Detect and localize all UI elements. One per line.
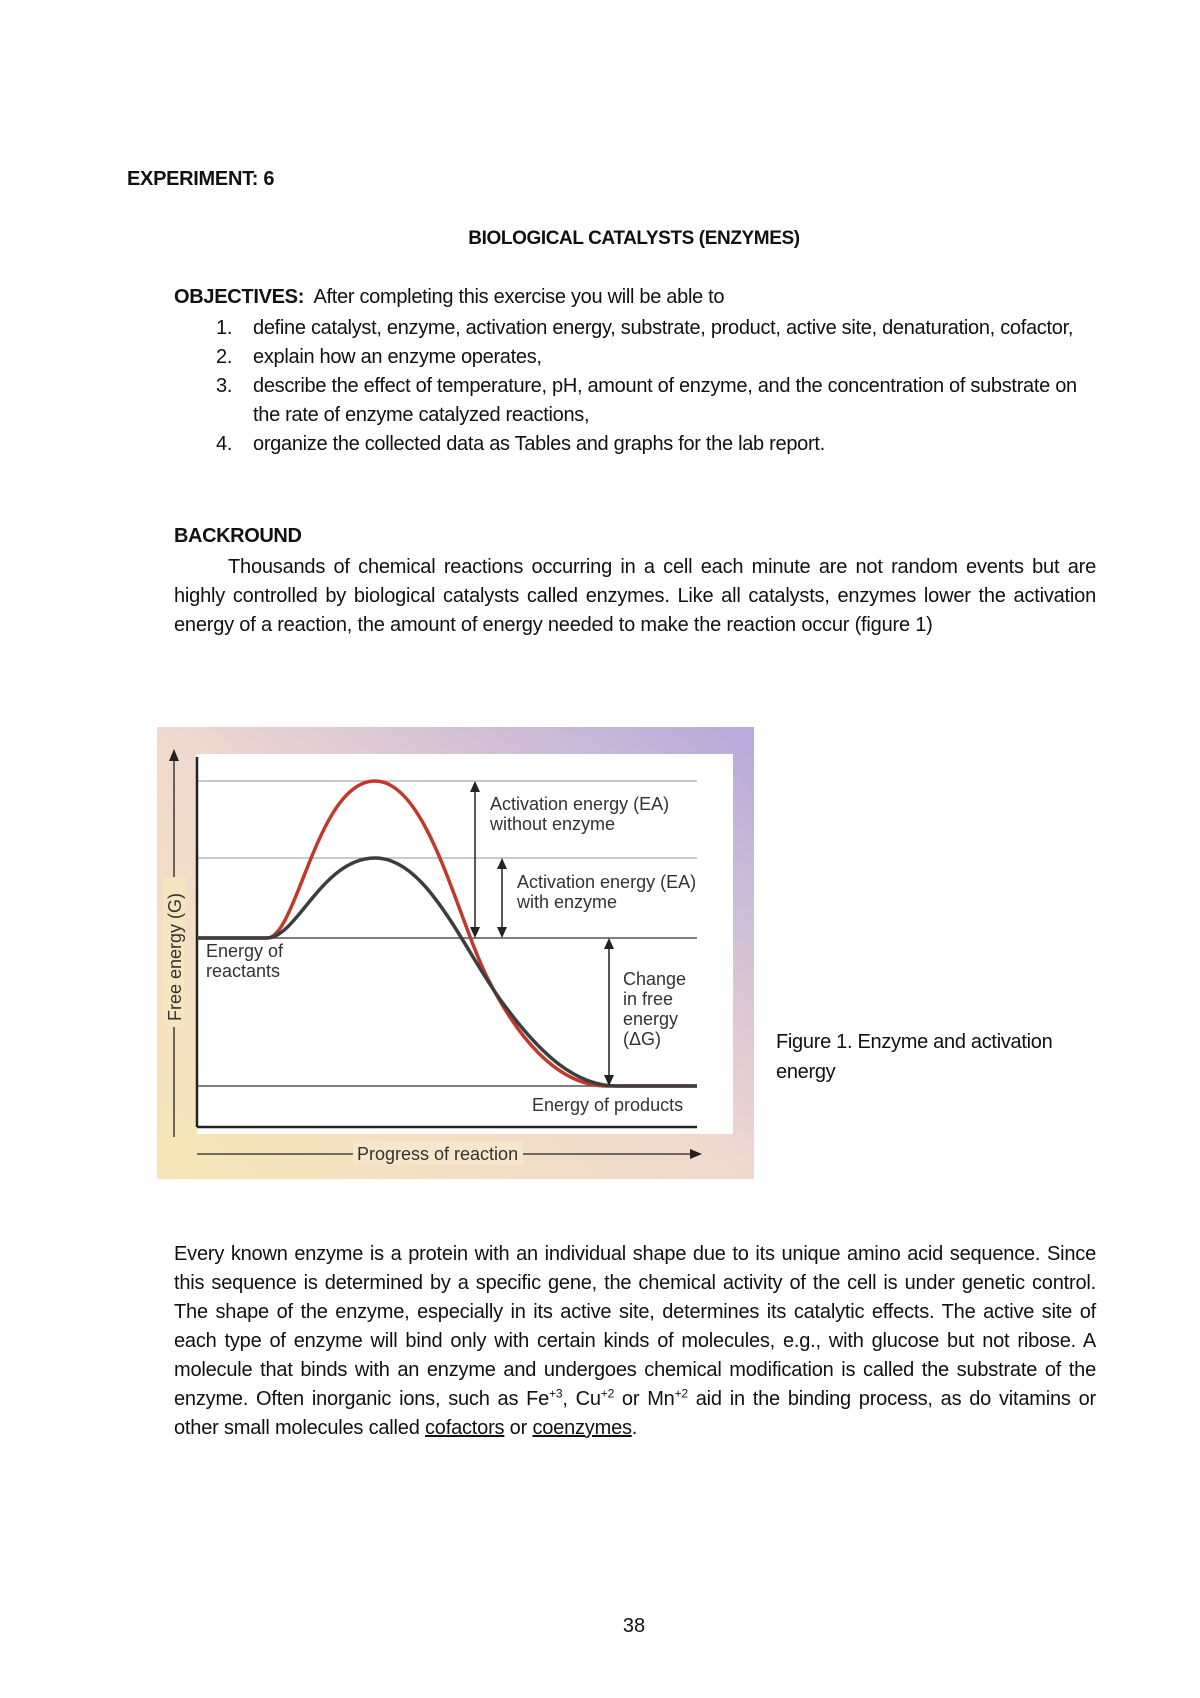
objectives-list [174,314,1094,459]
background-heading: BACKROUND [174,525,302,547]
cofactors-term: cofactors [424,1417,505,1439]
change-label-3: energy [623,1009,679,1029]
objective-number: 4. [216,433,233,455]
reactants-label-1: Energy of [206,941,284,961]
objective-item [174,372,1094,430]
products-label: Energy of products [532,1095,684,1115]
change-label-2: in free [623,989,674,1009]
objectives-intro [174,283,1114,312]
figure-caption: Figure 1. Enzyme and activation energy [776,1031,1053,1083]
coenzymes-term: coenzymes [532,1417,632,1439]
objectives-label: OBJECTIVES: [174,286,305,308]
objective-item [174,343,1094,372]
ea-without-label-1: Activation energy (EA) [490,794,670,814]
activation-energy-figure [157,727,754,1179]
y-axis-label: Free energy (G) [165,892,185,1021]
objective-text: define catalyst, enzyme, activation energy, substrate, product, active site, denaturation, cofactor, [253,317,1074,339]
objective-text: organize the collected data as Tables and graphs for the lab report. [253,433,825,455]
objective-item [174,430,1094,459]
reactants-label-2: reactants [206,961,281,981]
cu-text: , Cu [562,1388,601,1410]
mn-superscript: +2 [674,1386,688,1401]
page-title: BIOLOGICAL CATALYSTS (ENZYMES) [468,228,800,249]
page-number: 38 [622,1615,646,1637]
objective-number: 3. [216,375,233,397]
or-text: or [504,1417,533,1439]
objective-number: 2. [216,346,233,368]
objectives-intro-text: After completing this exercise you will be able to [313,286,725,308]
ea-with-label-2: with enzyme [517,892,618,912]
period-text: . [631,1417,638,1439]
background-paragraph: Thousands of chemical reactions occurring in a cell each minute are not random events but are highly controlled by biological catalysts called enzymes. Like all catalysts, enzymes lower the activation energy of a reaction, the amount of energy needed to make the reaction occur (figure 1) [174,556,1096,636]
experiment-number: EXPERIMENT: 6 [127,168,275,190]
mn-text: or Mn [614,1388,675,1410]
objective-text: describe the effect of temperature, pH, amount of enzyme, and the concentration of substrate on the rate of enzyme catalyzed reactions, [253,375,1077,426]
change-label-4: (ΔG) [623,1029,662,1049]
enzyme-paragraph-text-2: aid in the binding process, as do vitamins or other small molecules called [174,1388,1096,1439]
ea-with-label-1: Activation energy (EA) [517,872,697,892]
objective-number: 1. [216,317,233,339]
objective-item [174,314,1094,343]
objective-text: explain how an enzyme operates, [253,346,542,368]
x-axis-label: Progress of reaction [357,1144,519,1164]
fe-superscript: +3 [549,1386,563,1401]
change-label-1: Change [623,969,687,989]
ea-without-label-2: without enzyme [490,814,616,834]
enzyme-paragraph [174,1240,1096,1443]
cu-superscript: +2 [600,1386,615,1401]
enzyme-paragraph-text: Every known enzyme is a protein with an individual shape due to its unique amino acid sequence. Since this sequence is determined by a specific gene, the chemical activity of the cell is under genetic control. The shape of the enzyme, especially in its active site, determines its catalytic effects. The active site of each type of enzyme will bind only with certain kinds of molecules, e.g., with glucose but not ribose. A molecule that binds with an enzyme and undergoes chemical modification is called the substrate of the enzyme. Often inorganic ions, such as Fe [174,1243,1096,1410]
